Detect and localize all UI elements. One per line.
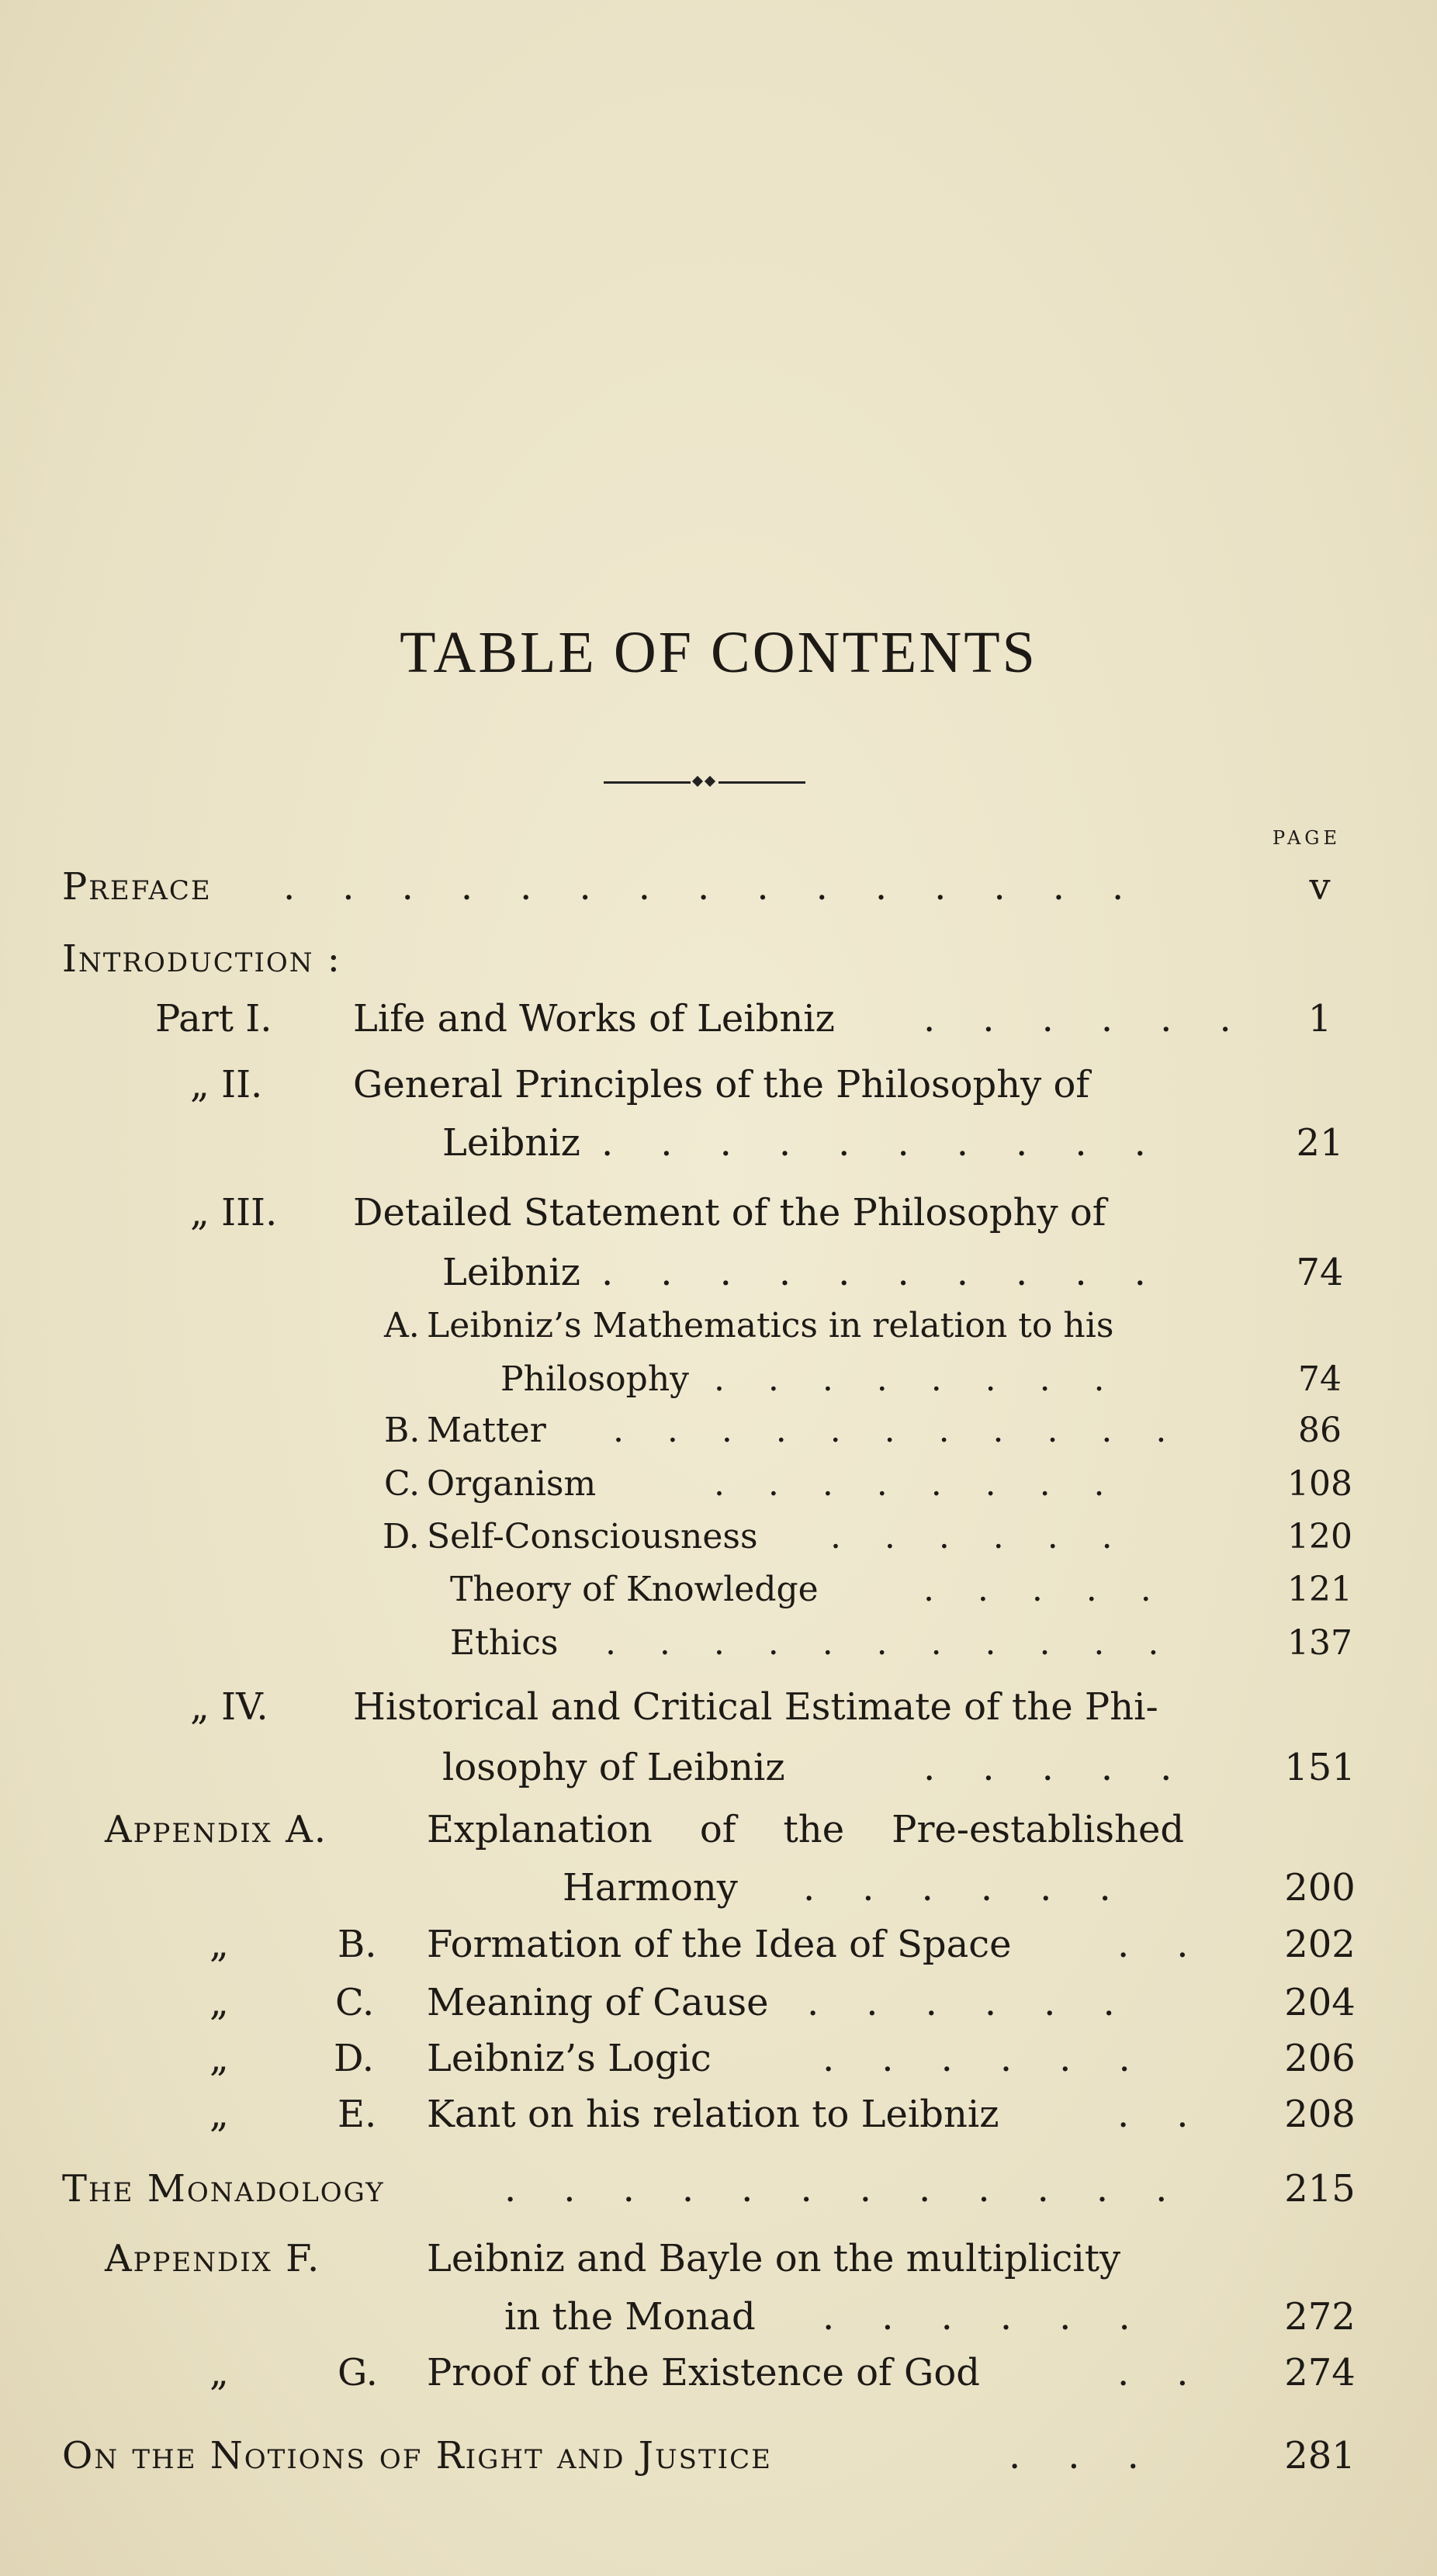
part-label: „ IV. (190, 1685, 268, 1729)
leader-dots: . . . . . . . . . . (601, 1251, 1146, 1294)
entry-title: The Monadology (62, 2167, 385, 2211)
entry-title: Matter (427, 1411, 546, 1450)
leader-dots: . . . . . . (803, 1866, 1111, 1909)
page-number: 74 (1296, 1251, 1344, 1294)
ditto-mark: „ (209, 2093, 229, 2136)
appendix-label: D. (334, 2037, 375, 2080)
page-number: 208 (1284, 2093, 1356, 2136)
page-number: 151 (1284, 1746, 1356, 1789)
entry-title: On the Notions of Right and Justice (62, 2434, 772, 2477)
page-number: 204 (1284, 1981, 1356, 2024)
leader-dots: . . . (1009, 2434, 1139, 2477)
entry-title: Kant on his relation to Leibniz (427, 2093, 999, 2136)
part-label: „ III. (190, 1191, 278, 1234)
entry-title-cont: in the Monad (504, 2295, 756, 2339)
entry-title: Leibniz and Bayle on the multiplicity (427, 2237, 1121, 2280)
entry-title: Organism (427, 1464, 597, 1504)
section-label: D. (383, 1517, 420, 1556)
leader-dots: . . (1117, 1923, 1189, 1966)
entry-title: Leibniz’s Logic (427, 2037, 712, 2080)
section-label: B. (384, 1411, 421, 1450)
entry-title: Formation of the Idea of Space (427, 1923, 1012, 1966)
page-number: 21 (1296, 1121, 1344, 1165)
entry-title: Introduction : (62, 937, 341, 981)
part-label: „ II. (190, 1063, 263, 1106)
appendix-label: Appendix F. (105, 2237, 321, 2280)
entry-title: Leibniz’s Mathematics in relation to his (427, 1306, 1114, 1345)
appendix-label: E. (338, 2093, 377, 2136)
entry-title-cont: losophy of Leibniz (442, 1746, 785, 1789)
entry-title: Preface (62, 865, 212, 909)
entry-title: Life and Works of Leibniz (353, 997, 835, 1040)
ditto-mark: „ (209, 2037, 229, 2080)
page-number: 206 (1284, 2037, 1356, 2080)
appendix-label: G. (338, 2351, 378, 2394)
entry-title: Theory of Knowledge (450, 1570, 819, 1609)
leader-dots: . . . . . . . . (714, 1359, 1105, 1399)
leader-dots: . . . . . . . . . . . (605, 1623, 1159, 1663)
ditto-mark: „ (209, 1923, 229, 1966)
leader-dots: . . . . . . . . . . . . (504, 2167, 1168, 2211)
page-number: 281 (1284, 2434, 1356, 2477)
appendix-label: B. (338, 1923, 377, 1966)
appendix-label: C. (335, 1981, 375, 2024)
part-label: Part I. (155, 997, 272, 1040)
leader-dots: . . . . . . . . . . . (613, 1411, 1167, 1450)
page-number: 121 (1287, 1570, 1352, 1609)
page-number: v (1309, 865, 1331, 909)
page-number: 1 (1307, 997, 1332, 1040)
leader-dots: . . . . . . (822, 2037, 1131, 2080)
title-ornament (604, 777, 805, 787)
page-number: 272 (1284, 2295, 1356, 2339)
page-number: 137 (1287, 1623, 1352, 1663)
entry-title-cont: Harmony (563, 1866, 738, 1909)
entry-title: Ethics (450, 1623, 559, 1663)
leader-dots: . . . . . . . . . . (601, 1121, 1146, 1165)
page-number: 200 (1284, 1866, 1356, 1909)
leader-dots: . . . . . . (830, 1517, 1113, 1556)
entry-title: Proof of the Existence of God (427, 2351, 980, 2394)
ditto-mark: „ (209, 2351, 229, 2394)
entry-title: Detailed Statement of the Philosophy of (353, 1191, 1106, 1234)
leader-dots: . . . . . . . . . . . . . . . (283, 865, 1124, 909)
section-label: A. (384, 1306, 420, 1345)
page-number: 202 (1284, 1923, 1356, 1966)
leader-dots: . . (1117, 2093, 1189, 2136)
page-number: 215 (1284, 2167, 1356, 2211)
leader-dots: . . . . . . (822, 2295, 1131, 2339)
page-number: 86 (1298, 1411, 1342, 1450)
leader-dots: . . . . . (923, 1746, 1172, 1789)
entry-title: Meaning of Cause (427, 1981, 769, 2024)
entry-title: Self-Consciousness (427, 1517, 758, 1556)
leader-dots: . . . . . . (807, 1981, 1115, 2024)
ditto-mark: „ (209, 1981, 229, 2024)
page-title: TABLE OF CONTENTS (400, 620, 1037, 685)
entry-title: General Principles of the Philosophy of (353, 1063, 1090, 1106)
page-number: 120 (1287, 1517, 1352, 1556)
entry-title: Explanation of the Pre-established (427, 1808, 1185, 1851)
appendix-label: Appendix A. (105, 1808, 328, 1851)
leader-dots: . . (1117, 2351, 1189, 2394)
page-column-header: PAGE (1273, 827, 1341, 849)
entry-title-cont: Philosophy (500, 1359, 690, 1399)
page-number: 74 (1298, 1359, 1342, 1399)
leader-dots: . . . . . . . . (714, 1464, 1105, 1504)
section-label: C. (384, 1464, 421, 1504)
entry-title: Historical and Critical Estimate of the Phi- (353, 1685, 1158, 1729)
leader-dots: . . . . . . (923, 997, 1231, 1040)
page-number: 274 (1284, 2351, 1356, 2394)
page-number: 108 (1287, 1464, 1352, 1504)
leader-dots: . . . . . (923, 1570, 1151, 1609)
entry-title-cont: Leibniz (442, 1121, 580, 1165)
entry-title-cont: Leibniz (442, 1251, 580, 1294)
